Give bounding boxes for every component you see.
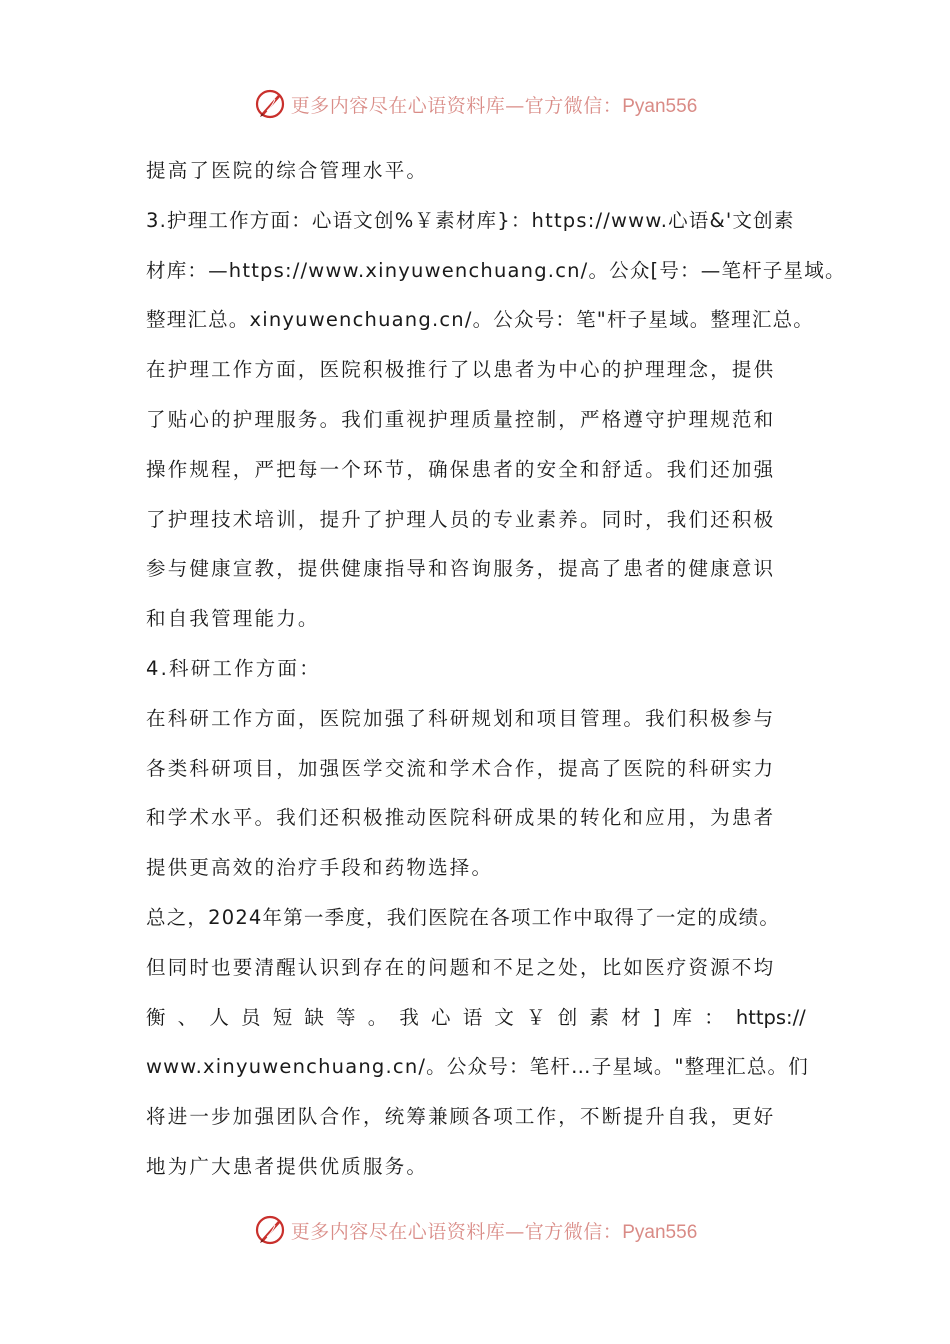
spread-char: ： (704, 1005, 724, 1029)
document-body (146, 146, 846, 1192)
pen-logo-icon (253, 1213, 287, 1247)
pen-logo-icon (253, 87, 287, 121)
spread-char: 语 (462, 1005, 483, 1029)
text-line: 总之，2024年第一季度，我们医院在各项工作中取得了一定的成绩。 (146, 905, 781, 929)
watermark-label: 更多内容尽在心语资料库—官方微信： (290, 94, 623, 117)
text-line: 和自我管理能力。 (146, 607, 320, 631)
spread-char: 人 (209, 1005, 229, 1029)
watermark-wechat-id: Pyan556 (622, 1221, 698, 1243)
spread-char: 。 (367, 1005, 388, 1029)
text-line: 整理汇总。xinyuwenchuang.cn/。公众号：笔"杆子星域。整理汇总。 (146, 308, 814, 332)
text-line: 将进一步加强团队合作，统筹兼顾各项工作，不断提升自我，更好 (146, 1105, 776, 1129)
spread-char: 短 (272, 1005, 293, 1029)
spread-char: 文 (494, 1005, 514, 1029)
spread-char: 员 (241, 1005, 261, 1029)
text-line: 操作规程，严把每一个环节，确保患者的安全和舒适。我们还加强 (146, 457, 776, 481)
text-line: www.xinyuwenchuang.cn/。公众号：笔杆…子星域。"整理汇总。们 (146, 1055, 809, 1079)
watermark-label: 更多内容尽在心语资料库—官方微信： (290, 1220, 623, 1243)
text-line: 和学术水平。我们还积极推动医院科研成果的转化和应用，为患者 (146, 806, 776, 830)
text-line: 在科研工作方面，医院加强了科研规划和项目管理。我们积极参与 (146, 706, 776, 730)
spread-char: 缺 (304, 1005, 324, 1029)
spread-char: https:// (735, 1005, 806, 1029)
spread-char: ￥ (526, 1005, 546, 1029)
spread-char: 我 (399, 1005, 419, 1029)
spread-char: 等 (336, 1005, 356, 1029)
justified-text-line (146, 993, 806, 1043)
spread-char: 心 (431, 1005, 451, 1029)
watermark-wechat-id: Pyan556 (622, 95, 698, 117)
text-line: 提高了医院的综合管理水平。 (146, 159, 429, 182)
text-line: 地为广大患者提供优质服务。 (146, 1154, 429, 1178)
text-line: 提供更高效的治疗手段和药物选择。 (146, 856, 494, 880)
text-line: 参与健康宣教，提供健康指导和咨询服务，提高了患者的健康意识 (146, 557, 776, 581)
watermark-text (291, 1217, 698, 1244)
header-watermark (0, 84, 950, 124)
text-line: 3.护理工作方面：心语文创%￥素材库}：https://www.心语&'文创素 (146, 208, 795, 232)
text-line: 材库：—https://www.xinyuwenchuang.cn/。公众[号：—笔杆子星域。 (146, 258, 846, 282)
spread-char: 衡 (146, 1005, 166, 1029)
footer-watermark (0, 1210, 950, 1250)
spread-char: 、 (177, 1005, 198, 1029)
text-line: 了贴心的护理服务。我们重视护理质量控制，严格遵守护理规范和 (146, 407, 776, 431)
spread-char: 素 (589, 1005, 609, 1029)
spread-char: 创 (557, 1005, 578, 1029)
text-line: 在护理工作方面，医院积极推行了以患者为中心的护理理念，提供 (146, 358, 776, 382)
text-line: 了护理技术培训，提升了护理人员的专业素养。同时，我们还积极 (146, 507, 776, 531)
watermark-text (291, 91, 698, 118)
text-line: 各类科研项目，加强医学交流和学术合作，提高了医院的科研实力 (146, 756, 776, 780)
spread-char: ] (652, 1005, 661, 1029)
spread-char: 库 (672, 1005, 693, 1029)
spread-char: 材 (621, 1005, 641, 1029)
section-heading: 4.科研工作方面： (146, 656, 321, 680)
text-line: 但同时也要清醒认识到存在的问题和不足之处，比如医疗资源不均 (146, 955, 776, 979)
